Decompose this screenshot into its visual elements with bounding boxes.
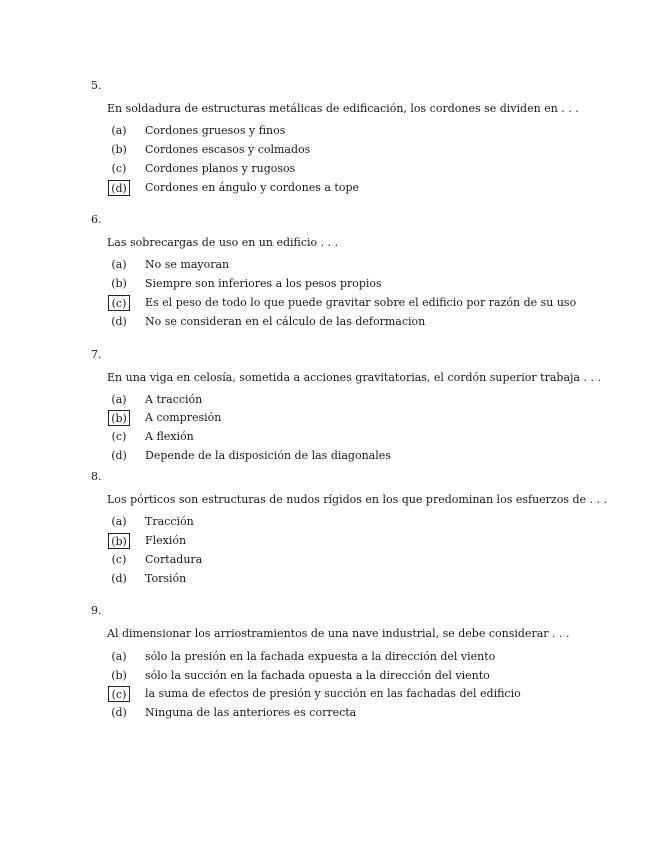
option-d [0, 705, 655, 723]
option-a [0, 123, 655, 141]
option-text: No se mayoran [145, 258, 230, 271]
option-letter: (a) [111, 124, 127, 137]
option-text: sólo la succión en la fachada opuesta a la dirección del viento [145, 669, 490, 682]
option-letter: (c) [111, 553, 127, 566]
option-d [0, 571, 655, 589]
option-text: Torsión [145, 572, 187, 585]
option-text: Cordones escasos y colmados [145, 143, 311, 156]
correct-answer-box: (c) [108, 686, 130, 702]
option-d [0, 180, 655, 198]
option-text: Es el peso de todo lo que puede gravitar sobre el edificio por razón de su uso [145, 296, 577, 309]
option-b [0, 533, 655, 551]
option-d [0, 314, 655, 332]
option-a [0, 514, 655, 532]
option-text: A compresión [145, 411, 222, 424]
option-c [0, 161, 655, 179]
option-c [0, 686, 655, 704]
question-text: Los pórticos son estructuras de nudos rígidos en los que predominan los esfuerzos de . . . [107, 493, 608, 506]
correct-answer-box: (d) [108, 180, 130, 196]
option-letter: (d) [111, 449, 127, 462]
correct-answer-box: (b) [108, 533, 130, 549]
option-text: Tracción [145, 515, 194, 528]
option-letter: (a) [111, 515, 127, 528]
option-text: Ninguna de las anteriores es correcta [145, 706, 357, 719]
question-number: 7. [91, 348, 102, 361]
option-d [0, 448, 655, 466]
option-text: A flexión [145, 430, 194, 443]
option-text: Cortadura [145, 553, 203, 566]
option-letter: (c) [111, 162, 127, 175]
option-a [0, 257, 655, 275]
correct-answer-box: (b) [108, 410, 130, 426]
option-b [0, 668, 655, 686]
option-c [0, 295, 655, 313]
option-letter: (a) [111, 650, 127, 663]
option-b [0, 142, 655, 160]
option-a [0, 649, 655, 667]
option-text: Cordones en ángulo y cordones a tope [145, 181, 359, 194]
option-text: Siempre son inferiores a los pesos propios [145, 277, 382, 290]
option-letter: (b) [111, 277, 127, 290]
option-a [0, 392, 655, 410]
option-text: Cordones planos y rugosos [145, 162, 296, 175]
option-text: la suma de efectos de presión y succión en las fachadas del edificio [145, 687, 521, 700]
question-number: 9. [91, 604, 102, 617]
option-c [0, 552, 655, 570]
option-letter: (c) [111, 430, 127, 443]
option-text: Cordones gruesos y finos [145, 124, 286, 137]
option-letter: (d) [111, 315, 127, 328]
option-text: Flexión [145, 534, 187, 547]
option-letter: (d) [111, 706, 127, 719]
question-number: 6. [91, 213, 102, 226]
option-text: Depende de la disposición de las diagonales [145, 449, 391, 462]
option-letter: (b) [111, 669, 127, 682]
option-b [0, 276, 655, 294]
option-text: sólo la presión en la fachada expuesta a la dirección del viento [145, 650, 496, 663]
option-letter: (a) [111, 258, 127, 271]
option-letter: (a) [111, 393, 127, 406]
option-text: A tracción [145, 393, 203, 406]
question-number: 8. [91, 470, 102, 483]
option-letter: (b) [111, 143, 127, 156]
option-b [0, 410, 655, 428]
question-number: 5. [91, 79, 102, 92]
question-text: En soldadura de estructuras metálicas de edificación, los cordones se dividen en . . . [107, 102, 579, 115]
correct-answer-box: (c) [108, 295, 130, 311]
question-text: En una viga en celosía, sometida a acciones gravitatorias, el cordón superior trabaja . . . [107, 371, 601, 384]
option-letter: (d) [111, 572, 127, 585]
question-text: Al dimensionar los arriostramientos de una nave industrial, se debe considerar . . . [107, 627, 570, 640]
question-text: Las sobrecargas de uso en un edificio . . . [107, 236, 339, 249]
option-text: No se consideran en el cálculo de las deformacion [145, 315, 426, 328]
option-c [0, 429, 655, 447]
